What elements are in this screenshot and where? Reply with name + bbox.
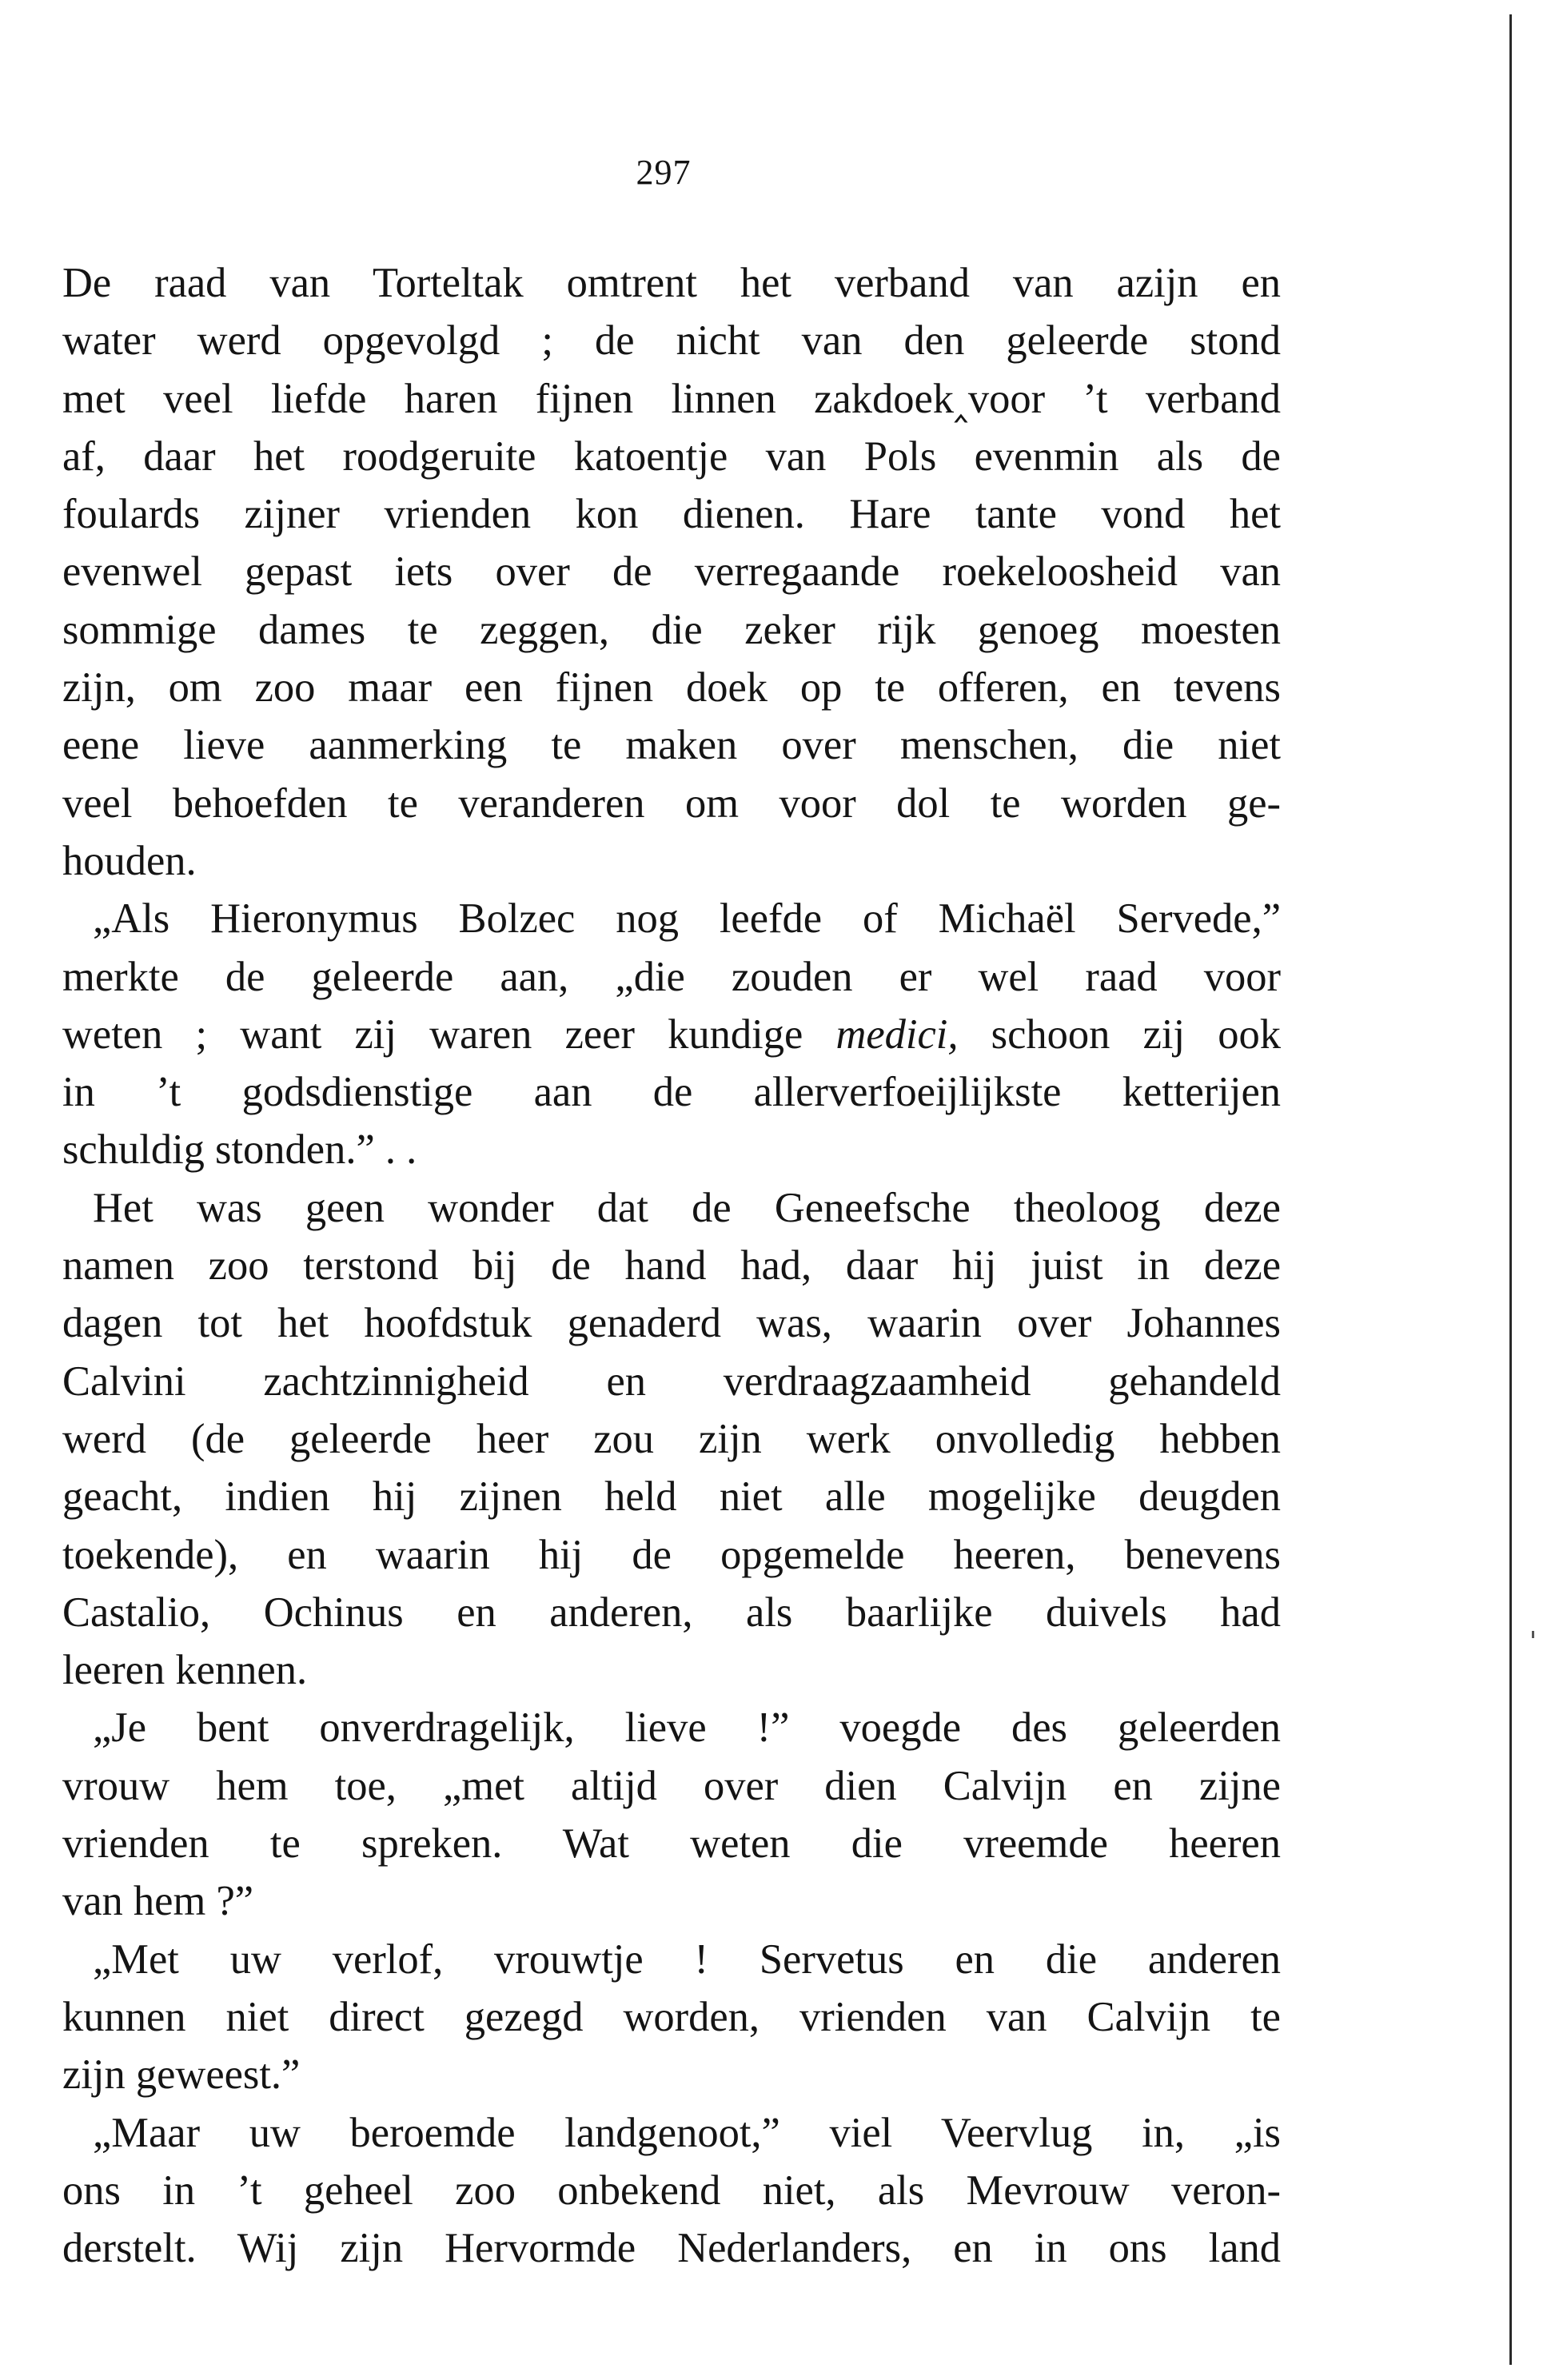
text-line: „Als Hieronymus Bolzec nog leefde of Michaël Servede,” (93, 895, 1281, 943)
text-line: in ’t godsdienstige aan de allerverfoeijlijkste ketterijen (62, 1069, 1281, 1116)
body-text (62, 254, 1281, 2277)
text-line: „Je bent onverdragelijk, lieve !” voegde des geleerden (93, 1704, 1281, 1752)
text-line: „Maar uw beroemde landgenoot,” viel Veervlug in, „is (93, 2109, 1281, 2156)
text-line: toekende), en waarin hij de opgemelde heeren, benevens (62, 1531, 1281, 1578)
text-line: derstelt. Wij zijn Hervormde Nederlanders, en in ons land (62, 2225, 1281, 2272)
page-number: 297 (636, 153, 692, 192)
text-line: sommige dames te zeggen, die zeker rijk genoeg moesten (62, 606, 1281, 653)
page-edge-rule (1509, 14, 1512, 2365)
text-line: vrienden te spreken. Wat weten die vreemde heeren (62, 1820, 1281, 1868)
text-line: leeren kennen. (62, 1647, 308, 1694)
text-line: namen zoo terstond bij de hand had, daar hij juist in deze (62, 1242, 1281, 1290)
text-line: Castalio, Ochinus en anderen, als baarlijke duivels had (62, 1589, 1281, 1636)
text-line: zijn, om zoo maar een fijnen doek op te offeren, en tevens (62, 664, 1281, 712)
text-line: ons in ’t geheel zoo onbekend niet, als Mevrouw veron- (62, 2167, 1281, 2214)
text-line: zijn geweest.” (62, 2051, 301, 2099)
text-line: veel behoefden te veranderen om voor dol te worden ge- (62, 779, 1281, 827)
text-line: met veel liefde haren fijnen linnen zakdoek‸voor ’t verband (62, 375, 1281, 422)
text-line: kunnen niet direct gezegd worden, vrienden van Calvijn te (62, 1993, 1281, 2040)
text-line: werd (de geleerde heer zou zijn werk onvolledig hebben (62, 1415, 1281, 1462)
text-line: dagen tot het hoofdstuk genaderd was, waarin over Johannes (62, 1300, 1281, 1347)
text-line: De raad van Torteltak omtrent het verband van azijn en (62, 260, 1281, 306)
text-line: schuldig stonden.” . . (62, 1126, 417, 1174)
text-line: houden. (62, 837, 197, 884)
text-line: van hem ?” (62, 1878, 254, 1925)
text-line: weten ; want zij waren zeer kundige medici, schoon zij ook (62, 1011, 1281, 1058)
text-line: foulards zijner vrienden kon dienen. Hare tante vond het (62, 491, 1281, 538)
text-line: vrouw hem toe, „met altijd over dien Calvijn en zijne (62, 1762, 1281, 1809)
page-edge-speck (1532, 1631, 1534, 1638)
italic-term: medici, (835, 1011, 959, 1058)
text-line: merkte de geleerde aan, „die zouden er wel raad voor (62, 953, 1281, 1000)
text-line: Het was geen wonder dat de Geneefsche theoloog deze (93, 1184, 1281, 1231)
text-line: Calvini zachtzinnigheid en verdraagzaamheid gehandeld (62, 1357, 1281, 1405)
text-line: water werd opgevolgd ; de nicht van den geleerde stond (62, 317, 1281, 365)
text-line: eene lieve aanmerking te maken over menschen, die niet (62, 722, 1281, 769)
text-line: evenwel gepast iets over de verregaande roekeloosheid van (62, 548, 1281, 596)
text-line: af, daar het roodgeruite katoentje van Pols evenmin als de (62, 433, 1281, 480)
text-line: „Met uw verlof, vrouwtje ! Servetus en die anderen (93, 1935, 1281, 1983)
text-line: geacht, indien hij zijnen held niet alle mogelijke deugden (62, 1473, 1281, 1521)
